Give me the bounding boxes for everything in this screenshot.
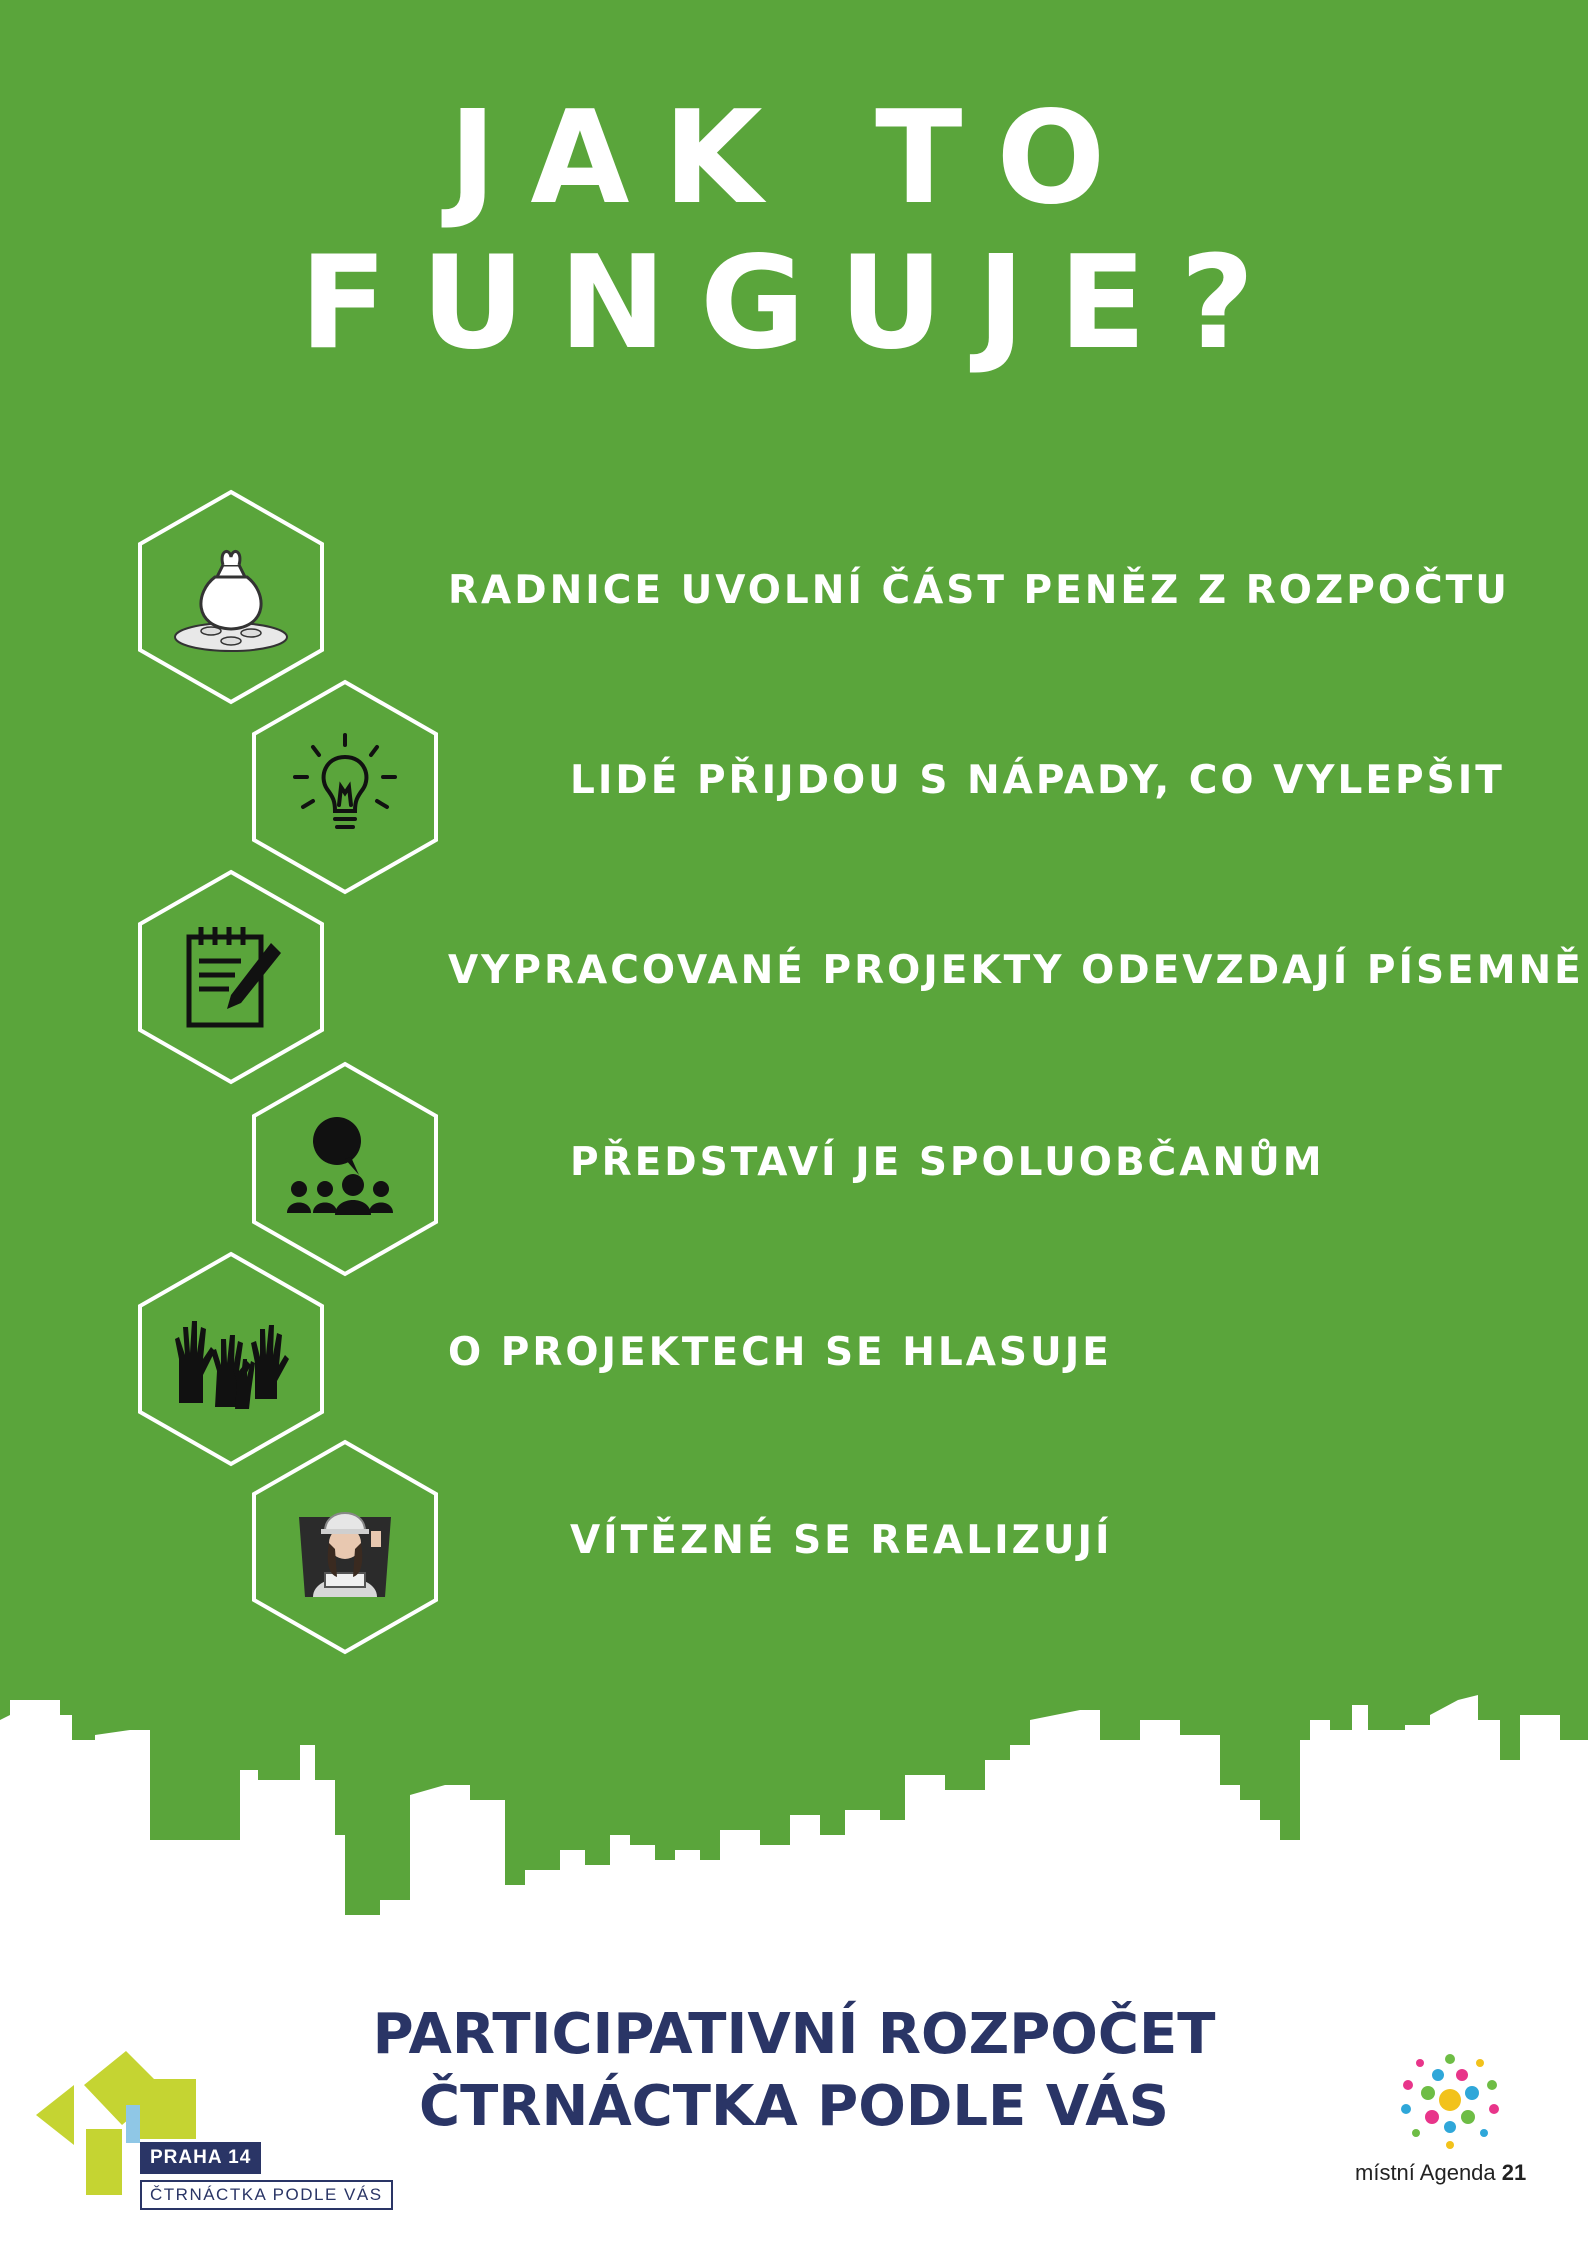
step-1-text: RADNICE UVOLNÍ ČÁST PENĚZ Z ROZPOČTU [448,568,1510,613]
step-1-hexagon [136,488,326,706]
agenda-21-logo-text: místní Agenda 21 [1355,2160,1527,2185]
step-6-hexagon [250,1438,440,1656]
money-bag-icon [171,537,291,657]
praha-14-logo-name: PRAHA 14 [140,2142,261,2174]
notepad-pencil-icon [171,917,291,1037]
title-line-1: JAK TO [448,84,1140,233]
step-5-hexagon [136,1250,326,1468]
audience-speech-icon [285,1109,405,1229]
step-4-text: PŘEDSTAVÍ JE SPOLUOBČANŮM [570,1140,1325,1185]
step-3-hexagon [136,868,326,1086]
construction-worker-icon [285,1487,405,1607]
praha-14-logo-tagline: ČTRNÁCTKA PODLE VÁS [140,2180,393,2210]
footer-title-line-2: ČTRNÁCTKA PODLE VÁS [419,2074,1169,2139]
step-2-hexagon [250,678,440,896]
agenda-21-logo-icon [1390,2045,1510,2155]
lightbulb-icon [285,727,405,847]
raised-hands-icon [171,1299,291,1419]
step-5-text: O PROJEKTECH SE HLASUJE [448,1330,1112,1375]
step-3-text: VYPRACOVANÉ PROJEKTY ODEVZDAJÍ PÍSEMNĚ [448,948,1584,993]
step-2-text: LIDÉ PŘIJDOU S NÁPADY, CO VYLEPŠIT [570,758,1505,803]
step-6-text: VÍTĚZNÉ SE REALIZUJÍ [570,1518,1113,1563]
city-skyline [0,1660,1588,1990]
step-4-hexagon [250,1060,440,1278]
title-line-2: FUNGUJE? [299,229,1289,378]
footer-title-line-1: PARTICIPATIVNÍ ROZPOČET [372,2002,1216,2067]
